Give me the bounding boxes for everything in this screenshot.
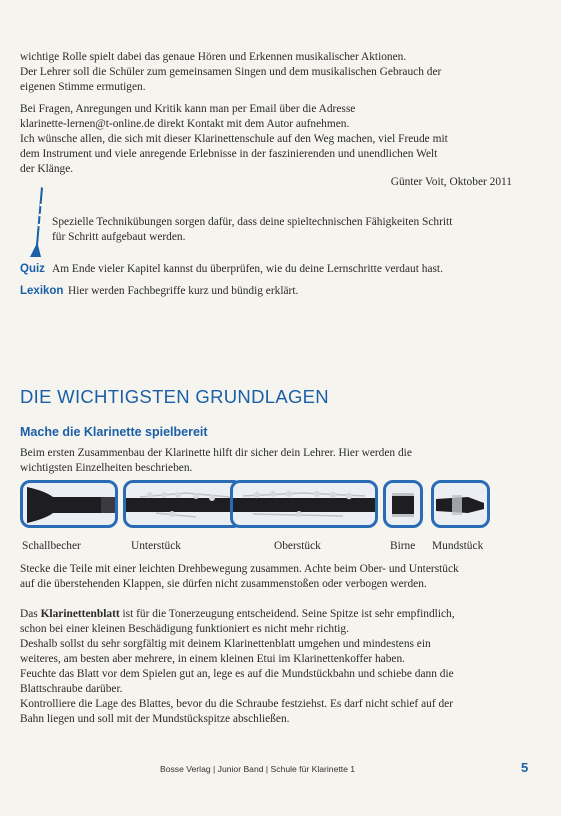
- upper-joint-image: [230, 480, 378, 528]
- part-label: Oberstück: [274, 540, 321, 552]
- text-run: ist für die Tonerzeugung entscheidend. Seine Spitze ist sehr empfindlich,: [119, 608, 455, 620]
- intro-line: Ich wünsche allen, die sich mit dieser Klarinettenschule auf den Weg machen, viel Freude mit: [20, 133, 448, 145]
- intro-line: eigenen Stimme ermutigen.: [20, 81, 146, 93]
- section-text: schon bei einer kleinen Beschädigung funktioniert es nicht mehr richtig.: [20, 623, 349, 635]
- page-number: 5: [521, 760, 529, 775]
- intro-line: der Klänge.: [20, 163, 74, 175]
- footer-text: Bosse Verlag | Junior Band | Schule für Klarinette 1: [160, 764, 356, 774]
- lower-joint-image: [123, 480, 243, 528]
- intro-line: dem Instrument und viele anregende Erlebnisse in der faszinierenden und unendlichen Welt: [20, 148, 438, 160]
- section-text: Kontrolliere die Lage des Blattes, bevor du die Schraube festziehst. Es darf nicht schief auf der: [20, 698, 454, 710]
- clarinet-parts: [20, 480, 490, 530]
- term-bold: Klarinettenblatt: [40, 608, 120, 620]
- intro-line: klarinette-lernen@t-online.de direkt Kontakt mit dem Autor aufnehmen.: [20, 118, 350, 130]
- barrel-image: [383, 480, 423, 528]
- technique-text: für Schritt aufgebaut werden.: [52, 231, 186, 243]
- lexikon-label: Lexikon: [20, 285, 64, 297]
- lexikon-text: Hier werden Fachbegriffe kurz und bündig erklärt.: [68, 285, 299, 297]
- text-run: Das: [20, 608, 41, 620]
- bell-image: [20, 480, 118, 528]
- intro-line: Der Lehrer soll die Schüler zum gemeinsamen Singen und dem musikalischen Gebrauch der: [20, 66, 442, 78]
- clarinet-icon: [24, 185, 54, 260]
- intro-line: wichtige Rolle spielt dabei das genaue Hören und Erkennen musikalischer Aktionen.: [20, 51, 407, 63]
- part-label: Unterstück: [131, 540, 181, 552]
- section-text: auf die überstehenden Klappen, sie dürfen nicht zusammenstoßen oder verbogen werden.: [20, 578, 427, 590]
- section-text: Deshalb sollst du sehr sorgfältig mit deinem Klarinettenblatt umgehen und mindestens ein: [20, 638, 431, 650]
- signature: Günter Voit, Oktober 2011: [390, 176, 512, 188]
- section-text: [20, 607, 490, 622]
- section-text: weiteres, am besten aber mehrere, in einem kleinen Etui im Klarinettenkoffer haben.: [20, 653, 406, 665]
- section-text: Feuchte das Blatt vor dem Spielen gut an, lege es auf die Mundstückbahn und schiebe dann die: [20, 668, 454, 680]
- section-text: Blattschraube darüber.: [20, 683, 123, 695]
- intro-line: Bei Fragen, Anregungen und Kritik kann man per Email über die Adresse: [20, 103, 356, 115]
- section-subtitle: Mache die Klarinette spielbereit: [20, 425, 208, 439]
- part-label: Birne: [390, 540, 416, 552]
- part-label: Mundstück: [432, 540, 484, 552]
- quiz-label: Quiz: [20, 263, 45, 275]
- mouthpiece-image: [431, 480, 490, 528]
- section-title: DIE WICHTIGSTEN GRUNDLAGEN: [20, 386, 329, 407]
- quiz-text: Am Ende vieler Kapitel kannst du überprüfen, wie du deine Lernschritte verdaut hast.: [52, 263, 443, 275]
- section-text: Bahn liegen und soll mit der Mundstückspitze abschließen.: [20, 713, 290, 725]
- section-text: wichtigsten Einzelheiten beschrieben.: [20, 462, 193, 474]
- section-text: Beim ersten Zusammenbau der Klarinette hilft dir sicher dein Lehrer. Hier werden die: [20, 447, 412, 459]
- technique-text: Spezielle Technikübungen sorgen dafür, dass deine spieltechnischen Fähigkeiten Schritt: [52, 216, 453, 228]
- section-text: Stecke die Teile mit einer leichten Drehbewegung zusammen. Achte beim Ober- und Unterstück: [20, 563, 459, 575]
- part-label: Schallbecher: [22, 540, 81, 552]
